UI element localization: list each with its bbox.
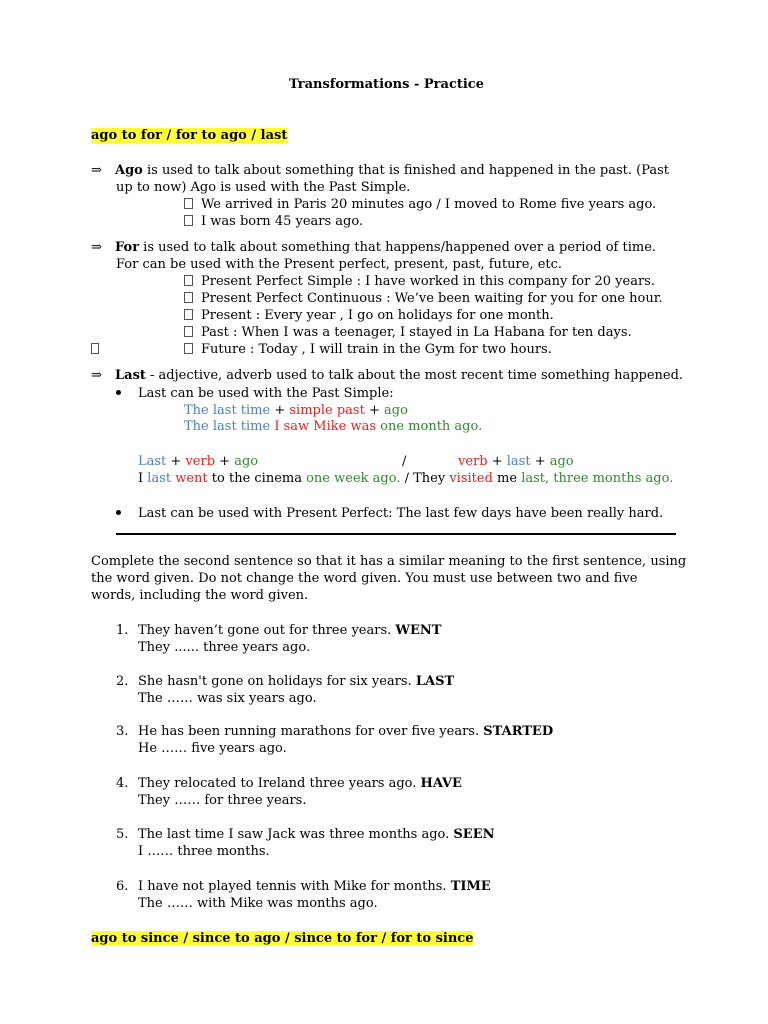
section-heading: ago to since / since to ago / since to for / for to since <box>91 931 474 946</box>
for-rule-line1: ⇒ For is used to talk about something that happens/happened over a period of time. <box>91 240 657 255</box>
instructions-line: words, including the word given. <box>91 588 309 603</box>
checkbox-icon <box>184 326 193 337</box>
exercise-number: 5. <box>116 827 129 842</box>
list-item: We arrived in Paris 20 minutes ago / I moved to Rome five years ago. <box>184 197 656 213</box>
exercise-question: They haven’t gone out for three years. WENT <box>138 623 442 638</box>
exercise-question: She hasn't gone on holidays for six years. LAST <box>138 674 455 689</box>
exercise-question: They relocated to Ireland three years ago. HAVE <box>138 776 462 791</box>
formula-line: The last time + simple past + ago <box>184 403 408 418</box>
exercise-number: 3. <box>116 724 129 739</box>
exercise-question: I have not played tennis with Mike for months. TIME <box>138 879 491 894</box>
checkbox-icon <box>184 198 193 209</box>
exercise-answer: He …… five years ago. <box>138 741 287 756</box>
list-item: Present : Every year , I go on holidays for one month. <box>184 308 554 324</box>
for-rule-line2: For can be used with the Present perfect, present, past, future, etc. <box>116 257 563 272</box>
formula-line: verb + last + ago <box>458 454 574 469</box>
exercise-number: 2. <box>116 674 129 689</box>
example-line: I last went to the cinema one week ago. / They visited me last, three months ago. <box>138 471 674 486</box>
stray-box-icon <box>91 342 107 358</box>
arrow-icon: ⇒ <box>91 368 102 383</box>
bullet-item: Last can be used with Present Perfect: The last few days have been really hard. <box>116 506 663 522</box>
list-item: Past : When I was a teenager, I stayed in La Habana for ten days. <box>184 325 632 341</box>
formula-separator: / <box>402 454 407 469</box>
checkbox-icon <box>184 343 193 354</box>
exercise-question: The last time I saw Jack was three months ago. SEEN <box>138 827 495 842</box>
last-rule-line1: ⇒ Last - adjective, adverb used to talk about the most recent time something happened. <box>91 368 684 383</box>
ago-rule-line1: ⇒ Ago is used to talk about something that is finished and happened in the past. (Past <box>91 163 670 178</box>
checkbox-icon <box>184 215 193 226</box>
formula-line: Last + verb + ago <box>138 454 259 469</box>
exercise-number: 6. <box>116 879 129 894</box>
ago-rule-line2: up to now) Ago is used with the Past Simple. <box>116 180 411 195</box>
list-item: I was born 45 years ago. <box>184 214 363 230</box>
bullet-item: Last can be used with the Past Simple: <box>116 386 394 402</box>
exercise-answer: They ...... three years ago. <box>138 640 311 655</box>
arrow-icon: ⇒ <box>91 240 102 255</box>
exercise-answer: I …… three months. <box>138 844 270 859</box>
checkbox-icon <box>184 309 193 320</box>
bullet-icon <box>116 390 121 395</box>
exercise-answer: The …… with Mike was months ago. <box>138 896 378 911</box>
bullet-icon <box>116 510 121 515</box>
exercise-answer: The …… was six years ago. <box>138 691 317 706</box>
exercise-answer: They …… for three years. <box>138 793 307 808</box>
section-heading: ago to for / for to ago / last <box>91 128 288 143</box>
list-item: Present Perfect Continuous : We’ve been waiting for you for one hour. <box>184 291 663 307</box>
list-item: Future : Today , I will train in the Gym for two hours. <box>184 342 552 358</box>
exercise-number: 1. <box>116 623 129 638</box>
checkbox-icon <box>184 275 193 286</box>
arrow-icon: ⇒ <box>91 163 102 178</box>
exercise-question: He has been running marathons for over five years. STARTED <box>138 724 554 739</box>
divider <box>116 533 676 535</box>
instructions-line: the word given. Do not change the word given. You must use between two and five <box>91 571 638 586</box>
page-title: Transformations - Practice <box>289 77 484 92</box>
example-line: The last time I saw Mike was one month ago. <box>184 419 483 434</box>
checkbox-icon <box>184 292 193 303</box>
instructions-line: Complete the second sentence so that it has a similar meaning to the first sentence, using <box>91 554 687 569</box>
exercise-number: 4. <box>116 776 129 791</box>
list-item: Present Perfect Simple : I have worked in this company for 20 years. <box>184 274 655 290</box>
